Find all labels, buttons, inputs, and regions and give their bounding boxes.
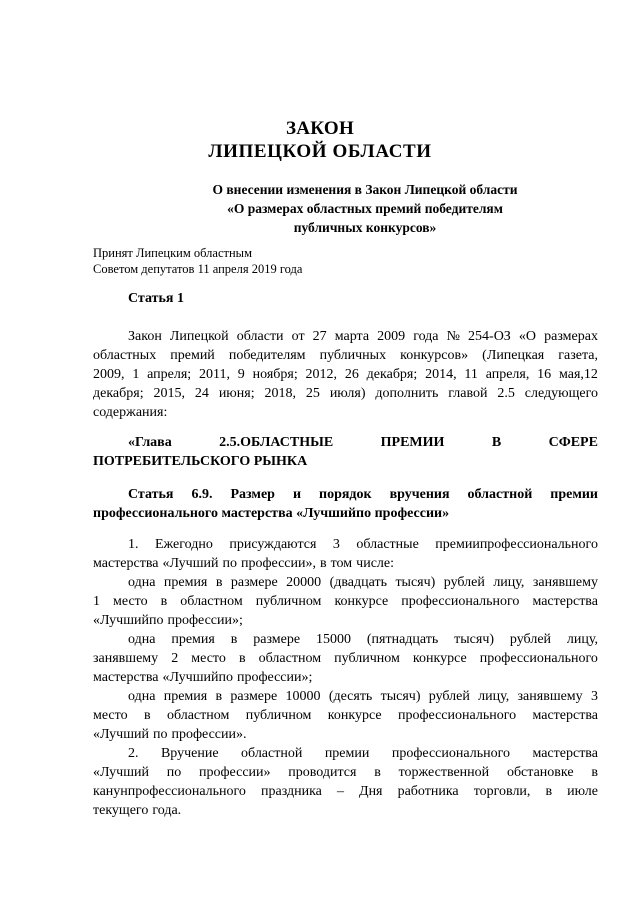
word: мастерства bbox=[532, 594, 598, 609]
text-line bbox=[93, 535, 598, 554]
word: областной bbox=[467, 487, 533, 502]
subtitle-line: «О размерах областных премий победителям bbox=[227, 201, 503, 216]
word: конкурсе bbox=[327, 708, 382, 723]
word: конкурсе bbox=[412, 651, 467, 666]
word: областном bbox=[180, 594, 243, 609]
word: (пятнадцать bbox=[366, 632, 439, 647]
article-6-9-text bbox=[93, 535, 598, 820]
word: по bbox=[166, 765, 182, 780]
word: том bbox=[330, 556, 353, 571]
word: областных bbox=[93, 348, 157, 363]
word: в bbox=[320, 556, 327, 571]
word: 2014, bbox=[425, 367, 457, 382]
word: 2009 bbox=[377, 329, 406, 344]
word: июля) bbox=[329, 386, 366, 401]
word: 26 bbox=[344, 367, 359, 382]
word: в bbox=[591, 765, 598, 780]
word: ПРЕМИИ bbox=[380, 435, 445, 450]
text-line bbox=[93, 403, 598, 422]
word: публичном bbox=[334, 651, 400, 666]
word: премия bbox=[171, 632, 215, 647]
word: 2015, bbox=[153, 386, 185, 401]
adoption-line: Принят Липецким областным bbox=[93, 246, 252, 260]
word: порядок bbox=[319, 487, 372, 502]
word: года bbox=[413, 329, 439, 344]
word: дополнить bbox=[375, 386, 439, 401]
word: лицу, bbox=[566, 632, 598, 647]
law-region: ЛИПЕЦКОЙ ОБЛАСТИ bbox=[208, 141, 432, 162]
text-line bbox=[93, 365, 598, 384]
word: мастерства bbox=[93, 556, 159, 571]
word: областном bbox=[166, 708, 230, 723]
word: Липецкой bbox=[169, 329, 229, 344]
text-line bbox=[93, 592, 598, 611]
word: 1 bbox=[93, 594, 100, 609]
text-line bbox=[93, 668, 598, 687]
word: одна bbox=[128, 632, 156, 647]
word: профессии»; bbox=[236, 670, 313, 685]
law-title: ЗАКОН bbox=[285, 118, 355, 139]
word: профессии» bbox=[198, 765, 271, 780]
word: марта bbox=[334, 329, 370, 344]
word: место bbox=[93, 708, 128, 723]
word: премий bbox=[170, 348, 215, 363]
word: апреля, bbox=[485, 367, 530, 382]
article-title-line: профессионального мастерства «Лучшийпо профессии» bbox=[93, 506, 450, 521]
word: декабря; bbox=[366, 367, 418, 382]
word: «Глава bbox=[128, 435, 172, 450]
text-line bbox=[93, 327, 598, 346]
word: рублей bbox=[509, 632, 552, 647]
word: занявшему bbox=[532, 575, 598, 590]
word: «Лучшийпо bbox=[93, 613, 164, 628]
text-line bbox=[93, 485, 598, 504]
word: областном bbox=[258, 651, 322, 666]
word: (Липецкая bbox=[482, 348, 545, 363]
text-line bbox=[93, 687, 598, 706]
word: публичных bbox=[319, 348, 387, 363]
word: публичном bbox=[245, 708, 312, 723]
word: областной bbox=[241, 746, 303, 761]
word: 254-ОЗ bbox=[468, 329, 511, 344]
text-line bbox=[93, 763, 598, 782]
word: содержания: bbox=[93, 405, 168, 420]
word: Размер bbox=[230, 487, 275, 502]
word: в bbox=[238, 651, 246, 666]
text-line bbox=[93, 611, 598, 630]
word: в bbox=[215, 575, 223, 590]
word: 16 bbox=[537, 367, 552, 382]
word: в bbox=[143, 708, 151, 723]
word: 20000 bbox=[286, 575, 322, 590]
article-6-9-heading bbox=[93, 485, 598, 523]
word: занявшему bbox=[517, 689, 583, 704]
word: 6.9. bbox=[191, 487, 213, 502]
text-line bbox=[93, 346, 598, 365]
word: ноября; bbox=[252, 367, 298, 382]
word: (двадцать bbox=[329, 575, 387, 590]
word: апреля; bbox=[147, 367, 192, 382]
word: вручения bbox=[389, 487, 450, 502]
word: 1 bbox=[132, 367, 140, 382]
word: 1. bbox=[128, 537, 139, 552]
word: (десять bbox=[328, 689, 373, 704]
subtitle-line: О внесении изменения в Закон Липецкой области bbox=[212, 182, 518, 197]
text-line bbox=[93, 504, 598, 523]
article-1-text bbox=[93, 327, 598, 422]
word: размере bbox=[253, 632, 301, 647]
word: мастерства bbox=[532, 746, 598, 761]
word: мастерства bbox=[93, 670, 159, 685]
word: от bbox=[291, 329, 305, 344]
word: место bbox=[113, 594, 148, 609]
word: Вручение bbox=[160, 746, 219, 761]
word: лицу, bbox=[493, 575, 525, 590]
word: 25 bbox=[305, 386, 320, 401]
word: следующего bbox=[524, 386, 598, 401]
law-subtitle bbox=[0, 180, 640, 237]
word: профессионального bbox=[397, 708, 517, 723]
word: присуждаются bbox=[229, 537, 317, 552]
text-line bbox=[93, 573, 598, 592]
word: 2.5.ОБЛАСТНЫЕ bbox=[219, 435, 334, 450]
word: торговли, bbox=[473, 784, 531, 799]
word: «Лучший bbox=[162, 556, 219, 571]
word: июня; bbox=[218, 386, 255, 401]
word: 10000 bbox=[285, 689, 321, 704]
word: профессионального bbox=[401, 594, 520, 609]
text-line bbox=[93, 384, 598, 403]
word: 27 bbox=[312, 329, 327, 344]
word: обстановке bbox=[506, 765, 574, 780]
word: Дня bbox=[359, 784, 383, 799]
text-line bbox=[93, 649, 598, 668]
subtitle-line: публичных конкурсов» bbox=[293, 220, 437, 235]
adoption-line: Советом депутатов 11 апреля 2019 года bbox=[93, 262, 303, 276]
word: праздника bbox=[260, 784, 322, 799]
word: 11 bbox=[464, 367, 478, 382]
word: областные bbox=[356, 537, 419, 552]
word: 2.5 bbox=[497, 386, 515, 401]
word: Статья bbox=[128, 487, 174, 502]
word: рублей bbox=[443, 575, 485, 590]
word: 9 bbox=[237, 367, 245, 382]
word: газета, bbox=[558, 348, 598, 363]
word: 2011, bbox=[199, 367, 230, 382]
article-1-heading: Статья 1 bbox=[128, 291, 184, 306]
word: декабря; bbox=[93, 386, 144, 401]
word: 2009, bbox=[93, 367, 125, 382]
word: – bbox=[336, 784, 344, 799]
text-line bbox=[93, 706, 598, 725]
word: премиипрофессионального bbox=[435, 537, 598, 552]
word: работника bbox=[397, 784, 459, 799]
word: премии bbox=[550, 487, 598, 502]
word: и bbox=[292, 487, 302, 502]
word: 2 bbox=[171, 651, 179, 666]
word: победителям bbox=[228, 348, 306, 363]
word: тысяч) bbox=[454, 632, 495, 647]
word: 24 bbox=[194, 386, 209, 401]
word: занявшему bbox=[93, 651, 159, 666]
word: лицу, bbox=[478, 689, 510, 704]
word: канунпрофессионального bbox=[93, 784, 246, 799]
word: в bbox=[160, 594, 168, 609]
word: размерах bbox=[544, 329, 598, 344]
word: в bbox=[230, 632, 238, 647]
word: тысяч) bbox=[395, 575, 436, 590]
word: премии bbox=[324, 746, 370, 761]
word: в bbox=[374, 765, 381, 780]
word: тысяч) bbox=[380, 689, 421, 704]
word: области bbox=[236, 329, 284, 344]
word: текущего bbox=[93, 803, 149, 818]
word: 3 bbox=[590, 689, 598, 704]
word: 2012, bbox=[305, 367, 338, 382]
word: 2018, bbox=[264, 386, 296, 401]
word: профессионального bbox=[391, 746, 510, 761]
word: проводится bbox=[288, 765, 357, 780]
text-line bbox=[93, 433, 598, 452]
word: «Лучшийпо bbox=[162, 670, 233, 685]
text-line bbox=[93, 725, 598, 744]
word: года. bbox=[152, 803, 182, 818]
word: одна bbox=[128, 575, 156, 590]
word: по bbox=[152, 727, 168, 742]
word: публичном bbox=[255, 594, 322, 609]
word: размере bbox=[230, 689, 278, 704]
word: 15000 bbox=[315, 632, 351, 647]
word: в bbox=[215, 689, 223, 704]
word: № bbox=[446, 329, 460, 344]
text-line bbox=[93, 554, 598, 573]
word: главой bbox=[448, 386, 488, 401]
chapter-title-line: ПОТРЕБИТЕЛЬСКОГО РЫНКА bbox=[93, 454, 308, 469]
word: мая,12 bbox=[558, 367, 598, 382]
word: числе: bbox=[356, 556, 394, 571]
adoption-note bbox=[93, 245, 302, 277]
text-line bbox=[93, 744, 598, 763]
word: июле bbox=[567, 784, 598, 799]
word: «Лучший bbox=[93, 727, 149, 742]
word: профессии». bbox=[171, 727, 247, 742]
word: Закон bbox=[128, 329, 162, 344]
word: СФЕРЕ bbox=[548, 435, 598, 450]
word: торжественной bbox=[398, 765, 490, 780]
word: одна bbox=[128, 689, 156, 704]
text-line bbox=[93, 801, 598, 820]
word: 3 bbox=[332, 537, 340, 552]
word: профессионального bbox=[479, 651, 598, 666]
word: по bbox=[222, 556, 237, 571]
word: в bbox=[545, 784, 553, 799]
word: В bbox=[491, 435, 502, 450]
word: размере bbox=[230, 575, 278, 590]
word: конкурсе bbox=[334, 594, 389, 609]
word: «Лучший bbox=[93, 765, 149, 780]
text-line bbox=[93, 630, 598, 649]
word: 2. bbox=[128, 746, 139, 761]
word: рублей bbox=[428, 689, 470, 704]
text-line bbox=[93, 452, 598, 471]
word: место bbox=[191, 651, 226, 666]
chapter-heading bbox=[93, 433, 598, 471]
text-line bbox=[93, 782, 598, 801]
word: премия bbox=[163, 689, 208, 704]
word: профессии»; bbox=[167, 613, 243, 628]
word: мастерства bbox=[532, 708, 598, 723]
word: профессии», bbox=[240, 556, 316, 571]
word: конкурсов» bbox=[400, 348, 469, 363]
word: Ежегодно bbox=[154, 537, 213, 552]
word: «О bbox=[518, 329, 537, 344]
word: премия bbox=[163, 575, 208, 590]
